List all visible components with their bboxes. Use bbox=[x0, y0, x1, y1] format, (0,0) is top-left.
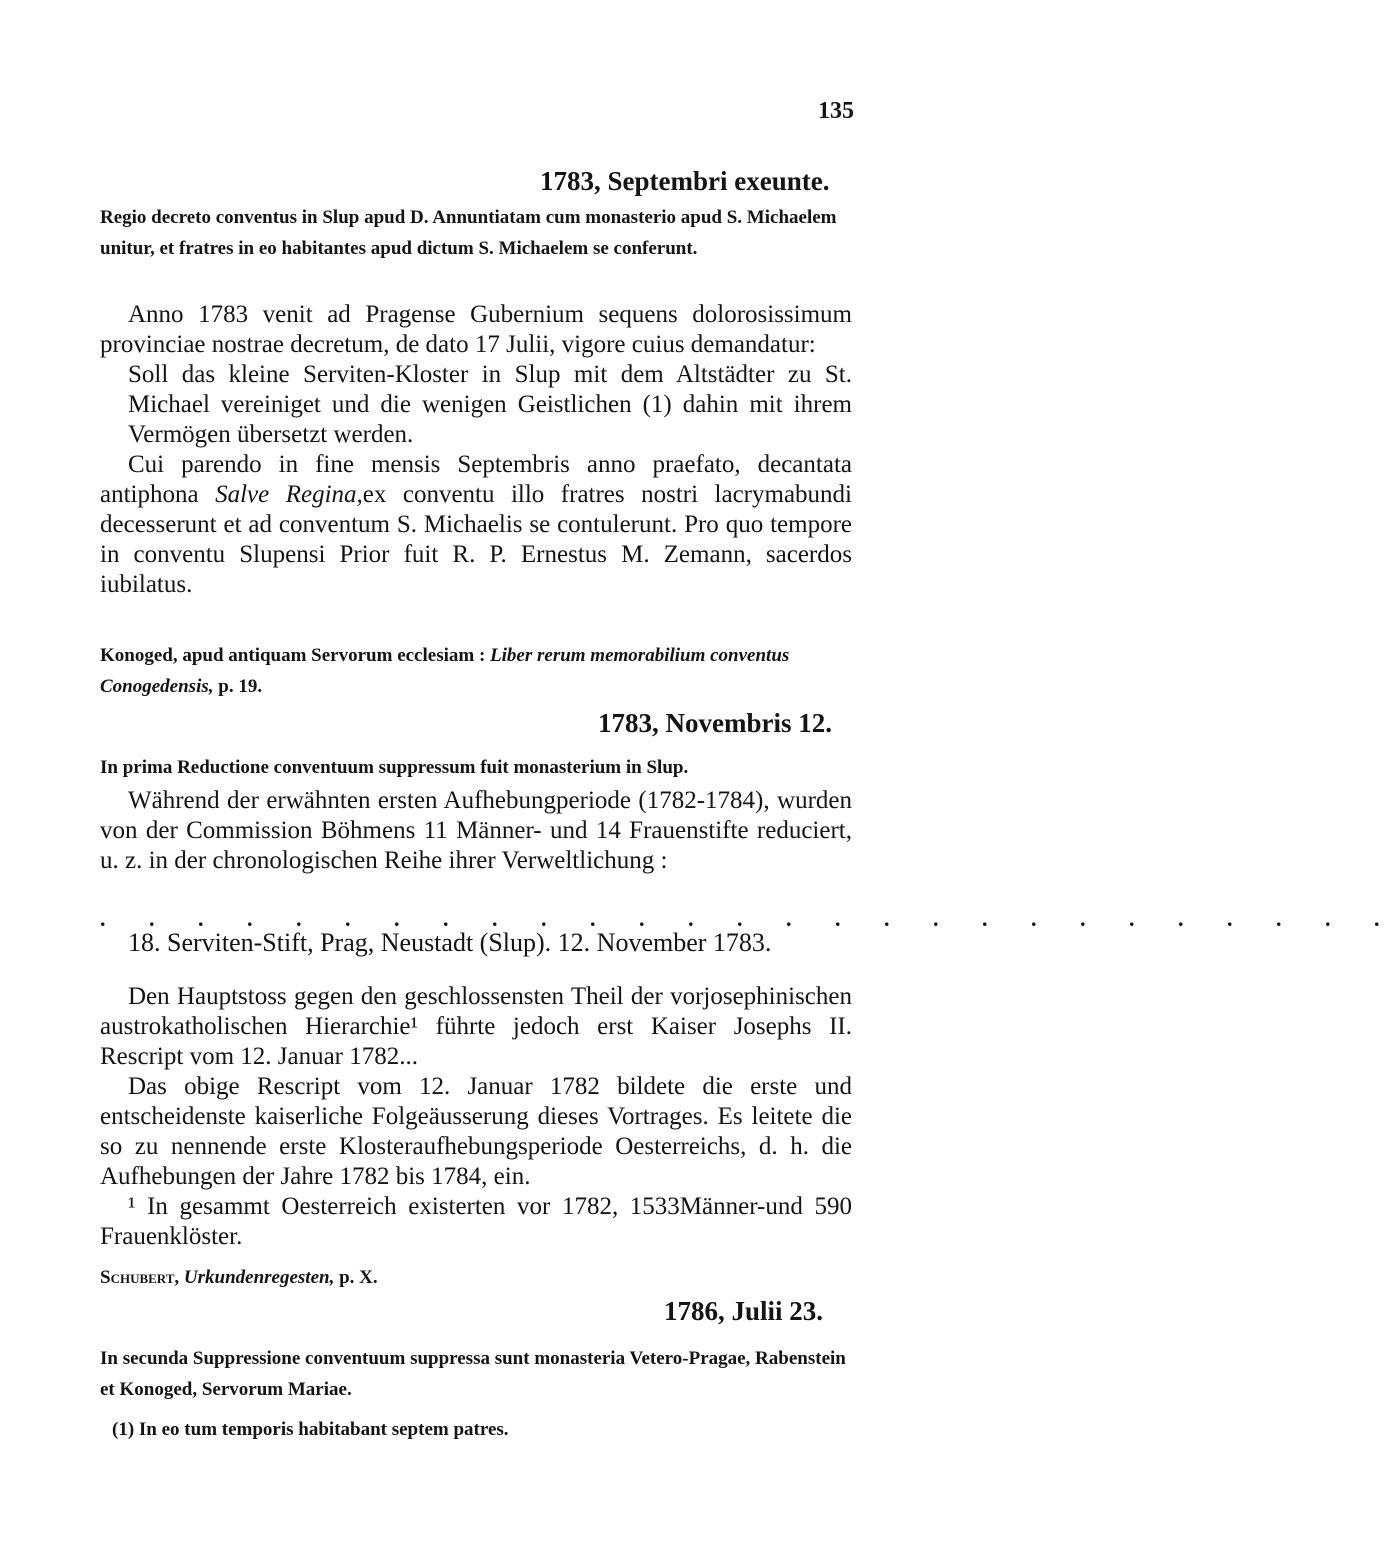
source-citation: Schubert, Urkundenregesten, p. X. bbox=[100, 1267, 378, 1288]
entry-summary: In prima Reductione conventuum suppressum fuit monasterium in Slup. bbox=[100, 757, 689, 778]
note: ¹ In gesammt Oesterreich existerten vor 1782, 1533Männer-und 590 Frauenklöster. bbox=[100, 1193, 852, 1250]
entry-summary: Regio decreto conventus in Slup apud D. Annuntiatam cum monasterio apud S. Michaelem unitur, et fratres in eo habitantes apud dictum S. Michaelem se conferunt. bbox=[100, 207, 837, 259]
source-citation: Konoged, apud antiquam Servorum ecclesiam : Liber rerum memorabilium conventus Conogedensis, p. 19. bbox=[100, 645, 790, 697]
entry-body bbox=[100, 982, 852, 1252]
paragraph: Den Hauptstoss gegen den geschlossensten Theil der vorjosephinischen austrokatholischen Hierarchie¹ führte jedoch erst Kaiser Josephs II. Rescript vom 12. Januar 1782... bbox=[100, 983, 852, 1070]
paragraph: Anno 1783 venit ad Pragense Gubernium sequens dolorosissimum provinciae nostrae decretum, de dato 17 Julii, vigore cuius demandatur: bbox=[100, 301, 852, 358]
paragraph: Das obige Rescript vom 12. Januar 1782 bildete die erste und entscheidenste kaiserliche Folgeäusserung dieses Vortrages. Es leitete die so zu nennende erste Klosteraufhebungsperiode Oesterreichs, d. h. die Aufhebungen der Jahre 1782 bis 1784, ein. bbox=[100, 1073, 852, 1190]
page-number: 135 bbox=[818, 98, 854, 124]
paragraph: Während der erwähnten ersten Aufhebungperiode (1782-1784), wurden von der Commission Böhmens 11 Männer- und 14 Frauenstifte reduciert, u. z. in der chronologischen Reihe ihrer Verweltlichung : bbox=[100, 787, 852, 874]
ellipsis-line: . . . . . . . . . . . . . . . . . . . . . . . . . . . bbox=[100, 906, 1399, 931]
italic-title: Urkundenregesten, bbox=[183, 1267, 335, 1288]
quoted-decree: Soll das kleine Serviten-Kloster in Slup mit dem Altstädter zu St. Michael vereiniget und die wenigen Geistlichen (1) dahin mit ihrem Vermögen übersetzt werden. bbox=[128, 361, 852, 448]
italic-title: Liber rerum memorabilium conventus Conogedensis, bbox=[100, 645, 790, 697]
footnote: (1) In eo tum temporis habitabant septem patres. bbox=[112, 1419, 509, 1440]
entry-body bbox=[100, 300, 852, 600]
paragraph: Cui parendo in fine mensis Septembris anno praefato, decantata antiphona Salve Regina,ex conventu illo fratres nostri lacrymabundi decesserunt et ad conventum S. Michaelis se contulerunt. Pro quo tempore in conventu Slupensi Prior fuit R. P. Ernestus M. Zemann, sacerdos iubilatus. bbox=[100, 451, 852, 598]
entry-date: 1783, Novembris 12. bbox=[598, 708, 832, 738]
entry-date: 1783, Septembri exeunte. bbox=[540, 166, 830, 196]
italic-title: Salve Regina, bbox=[215, 481, 363, 508]
entry-body bbox=[100, 786, 852, 876]
list-item: 18. Serviten-Stift, Prag, Neustadt (Slup). 12. November 1783. bbox=[128, 928, 772, 957]
entry-date: 1786, Julii 23. bbox=[664, 1296, 824, 1326]
entry-summary: In secunda Suppressione conventuum suppressa sunt monasteria Vetero-Pragae, Rabenstein et Konoged, Servorum Mariae. bbox=[100, 1348, 846, 1400]
